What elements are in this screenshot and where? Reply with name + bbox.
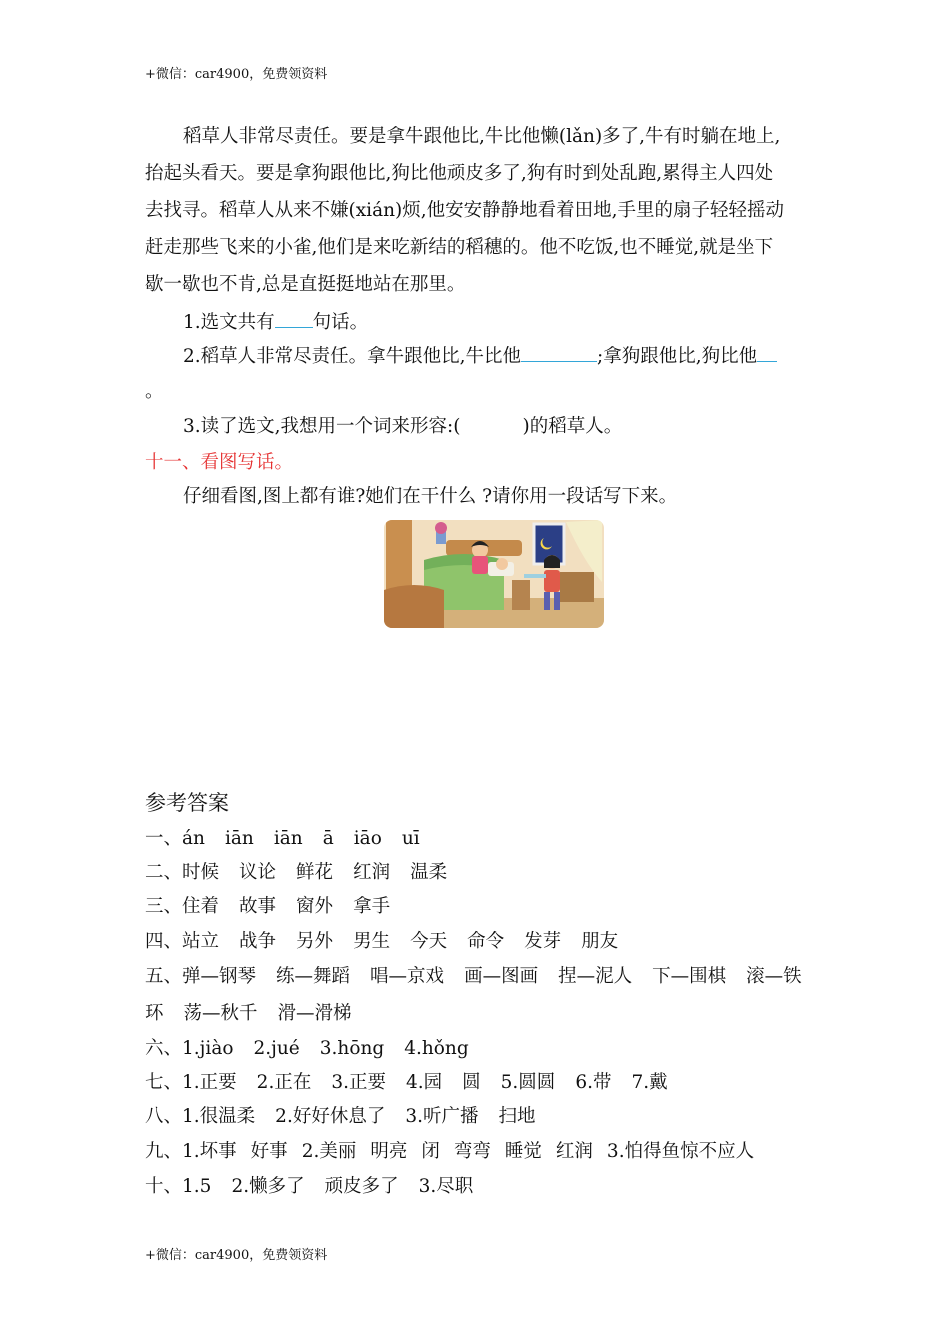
answer-5-label: 五、	[145, 966, 183, 987]
answer-5-item: 唱—京戏	[370, 966, 445, 987]
answer-5-item: 滑—滑梯	[277, 1003, 352, 1024]
passage-line-1: 稻草人非常尽责任。要是拿牛跟他比,牛比他懒(lǎn)多了,牛有时躺在地上,	[183, 126, 781, 147]
answer-5-item: 捏—泥人	[558, 966, 633, 987]
answer-7-item: 6.带	[575, 1072, 612, 1093]
answer-3-item: 故事	[239, 896, 277, 917]
answer-5-item: 滚—铁	[746, 966, 802, 987]
answer-7-item: 3.正要	[331, 1072, 386, 1093]
answer-2	[145, 861, 447, 885]
answer-8-label: 八、	[145, 1106, 183, 1127]
passage-line-3: 去找寻。稻草人从来不嫌(xián)烦,他安安静静地看着田地,手里的扇子轻轻摇动	[145, 200, 784, 221]
answer-4-item: 发芽	[524, 931, 562, 952]
question-2-text-a: 2.稻草人非常尽责任。拿牛跟他比,牛比他	[183, 346, 522, 367]
answer-10-label: 十、	[145, 1176, 183, 1197]
answer-9-item: 3.怕得鱼惊不应人	[606, 1141, 755, 1162]
answer-10-item: 2.懒多了	[231, 1176, 305, 1197]
answer-key-title: 参考答案	[145, 791, 229, 815]
answer-8-item: 3.听广播	[405, 1106, 479, 1127]
answer-5-line-1	[145, 965, 802, 989]
question-1-blank[interactable]	[275, 309, 313, 328]
answer-4	[145, 930, 618, 954]
answer-5-item: 环	[145, 1003, 164, 1024]
answer-8-item: 扫地	[498, 1106, 536, 1127]
answer-2-item: 温柔	[410, 862, 448, 883]
answer-5-item: 下—围棋	[652, 966, 727, 987]
answer-10	[145, 1175, 473, 1199]
answer-6-label: 六、	[145, 1038, 183, 1059]
question-2-blank-1[interactable]	[521, 343, 597, 362]
answer-9-item: 明亮	[370, 1141, 408, 1162]
answer-8-item: 1.很温柔	[182, 1106, 256, 1127]
passage-line-4: 赶走那些飞来的小雀,他们是来吃新结的稻穗的。他不吃饭,也不睡觉,就是坐下	[145, 237, 774, 258]
question-1-text-end: 句话。	[312, 312, 369, 333]
answer-6-item: 1.jiào	[182, 1038, 234, 1059]
answer-7-item: 4.园	[405, 1072, 443, 1093]
answer-9-item: 弯弯	[453, 1141, 491, 1162]
answer-3-item: 窗外	[296, 896, 334, 917]
answer-4-label: 四、	[145, 931, 183, 952]
answer-5-item: 弹—钢琴	[182, 966, 257, 987]
answer-9-item: 2.美丽	[301, 1141, 357, 1162]
answer-1-item: iān	[224, 828, 254, 849]
section-11-title: 十一、看图写话。	[145, 452, 294, 473]
answer-9	[145, 1140, 754, 1164]
answer-1-label: 一、	[145, 828, 183, 849]
answer-4-item: 站立	[182, 931, 220, 952]
question-2-text-b: ;拿狗跟他比,狗比他	[597, 346, 758, 367]
answer-5-item: 画—图画	[464, 966, 539, 987]
answer-8-item: 2.好好休息了	[275, 1106, 386, 1127]
page-footer-watermark: +微信：car4900，免费领资料	[145, 1248, 328, 1263]
answer-4-item: 今天	[410, 931, 448, 952]
answer-1-item: iān	[273, 828, 303, 849]
answer-4-item: 男生	[353, 931, 391, 952]
answer-5-item: 荡—秋千	[183, 1003, 258, 1024]
answer-9-item: 好事	[250, 1141, 288, 1162]
answer-3-label: 三、	[145, 896, 183, 917]
illustration-drawing	[384, 520, 604, 628]
answer-7-item: 5.圆圆	[500, 1072, 556, 1093]
answer-7-item: 圆	[462, 1072, 481, 1093]
answer-5-item: 练—舞蹈	[276, 966, 351, 987]
answer-6	[145, 1037, 469, 1061]
answer-9-label: 九、	[145, 1141, 183, 1162]
section-11-prompt: 仔细看图,图上都有谁?她们在干什么 ?请你用一段话写下来。	[183, 486, 678, 507]
answer-6-item: 2.jué	[253, 1038, 300, 1059]
answer-4-item: 朋友	[581, 931, 619, 952]
answer-7-item: 1.正要	[182, 1072, 237, 1093]
question-2-blank-2[interactable]	[757, 343, 777, 362]
answer-9-item: 红润	[555, 1141, 593, 1162]
answer-1	[145, 827, 420, 851]
answer-1-item: iāo	[353, 828, 382, 849]
passage-line-5: 歇一歇也不肯,总是直挺挺地站在那里。	[145, 274, 466, 295]
answer-1-item: án	[182, 828, 205, 849]
answer-7-item: 2.正在	[256, 1072, 312, 1093]
answer-7-item: 7.戴	[631, 1072, 668, 1093]
answer-9-item: 1.坏事	[182, 1141, 237, 1162]
answer-1-item: ā	[322, 828, 334, 849]
answer-10-item: 3.尽职	[418, 1176, 474, 1197]
answer-3-item: 拿手	[353, 896, 391, 917]
answer-9-item: 睡觉	[504, 1141, 542, 1162]
answer-2-label: 二、	[145, 862, 183, 883]
question-2-end: 。	[145, 381, 164, 402]
question-1-text: 1.选文共有	[183, 312, 275, 333]
answer-7	[145, 1071, 668, 1095]
answer-4-item: 战争	[239, 931, 277, 952]
page-header-watermark: +微信：car4900，免费领资料	[145, 67, 328, 82]
question-3-text-end: )的稻草人。	[522, 416, 623, 437]
question-3-text: 3.读了选文,我想用一个词来形容:(	[183, 416, 461, 437]
answer-2-item: 红润	[353, 862, 391, 883]
answer-4-item: 命令	[467, 931, 505, 952]
answer-2-item: 时候	[182, 862, 220, 883]
passage-line-2: 抬起头看天。要是拿狗跟他比,狗比他顽皮多了,狗有时到处乱跑,累得主人四处	[145, 163, 774, 184]
answer-4-item: 另外	[296, 931, 334, 952]
question-3	[183, 415, 622, 439]
question-1	[183, 309, 368, 335]
illustration-caring-for-sick-mother	[384, 520, 604, 628]
answer-6-item: 4.hǒng	[404, 1038, 469, 1059]
answer-9-item: 闭	[421, 1141, 440, 1162]
answer-10-item: 顽皮多了	[324, 1176, 399, 1197]
answer-7-label: 七、	[145, 1072, 183, 1093]
answer-5-line-2	[145, 1002, 352, 1026]
answer-6-item: 3.hōng	[319, 1038, 385, 1059]
answer-2-item: 鲜花	[296, 862, 334, 883]
answer-8	[145, 1105, 536, 1129]
answer-1-item: uī	[401, 828, 420, 849]
question-2	[183, 343, 777, 369]
answer-2-item: 议论	[239, 862, 277, 883]
answer-3	[145, 895, 390, 919]
answer-3-item: 住着	[182, 896, 220, 917]
answer-10-item: 1.5	[182, 1176, 212, 1197]
